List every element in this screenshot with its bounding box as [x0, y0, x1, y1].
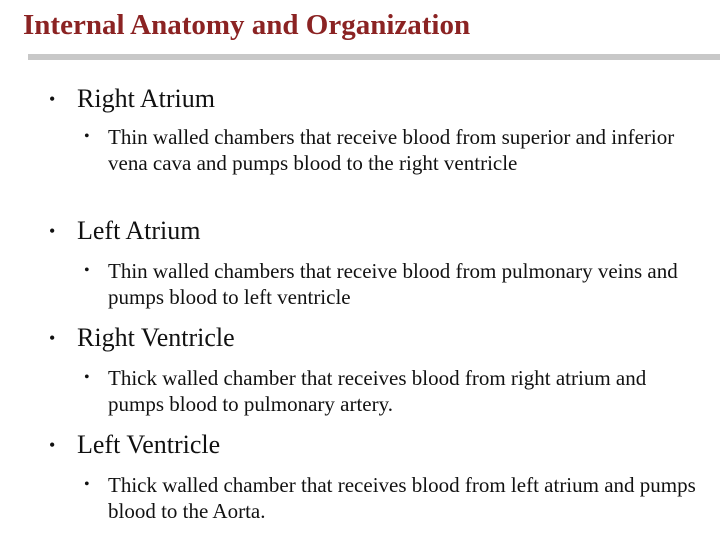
title-divider: [28, 54, 720, 60]
section-heading-text: Left Ventricle: [77, 430, 221, 459]
sub-bullet-icon: •: [84, 262, 90, 279]
section-heading-text: Right Ventricle: [77, 323, 235, 352]
section-heading-right-ventricle: [49, 323, 697, 353]
section-heading-left-ventricle: [49, 430, 697, 460]
section-heading-text: Right Atrium: [77, 84, 215, 113]
section-heading-text: Left Atrium: [77, 216, 201, 245]
section-detail-text: Thin walled chambers that receive blood from pulmonary veins and pumps blood to left ventricle: [108, 259, 678, 309]
section-heading-right-atrium: [49, 84, 697, 114]
section-detail-text: Thick walled chamber that receives blood from right atrium and pumps blood to pulmonary artery.: [108, 366, 647, 416]
section-detail-left-ventricle: [84, 472, 698, 524]
bullet-icon: •: [49, 435, 56, 455]
slide-title: Internal Anatomy and Organization: [23, 9, 471, 41]
bullet-icon: •: [49, 328, 56, 348]
sub-bullet-icon: •: [84, 128, 90, 145]
section-heading-left-atrium: [49, 216, 697, 246]
section-detail-right-ventricle: [84, 365, 698, 417]
sub-bullet-icon: •: [84, 369, 90, 386]
section-detail-right-atrium: [84, 124, 698, 176]
section-detail-text: Thick walled chamber that receives blood from left atrium and pumps blood to the Aorta.: [108, 473, 696, 523]
sub-bullet-icon: •: [84, 476, 90, 493]
bullet-icon: •: [49, 221, 56, 241]
bullet-icon: •: [49, 89, 56, 109]
section-detail-text: Thin walled chambers that receive blood from superior and inferior vena cava and pumps blood to the right ventricle: [108, 125, 675, 175]
section-detail-left-atrium: [84, 258, 698, 310]
